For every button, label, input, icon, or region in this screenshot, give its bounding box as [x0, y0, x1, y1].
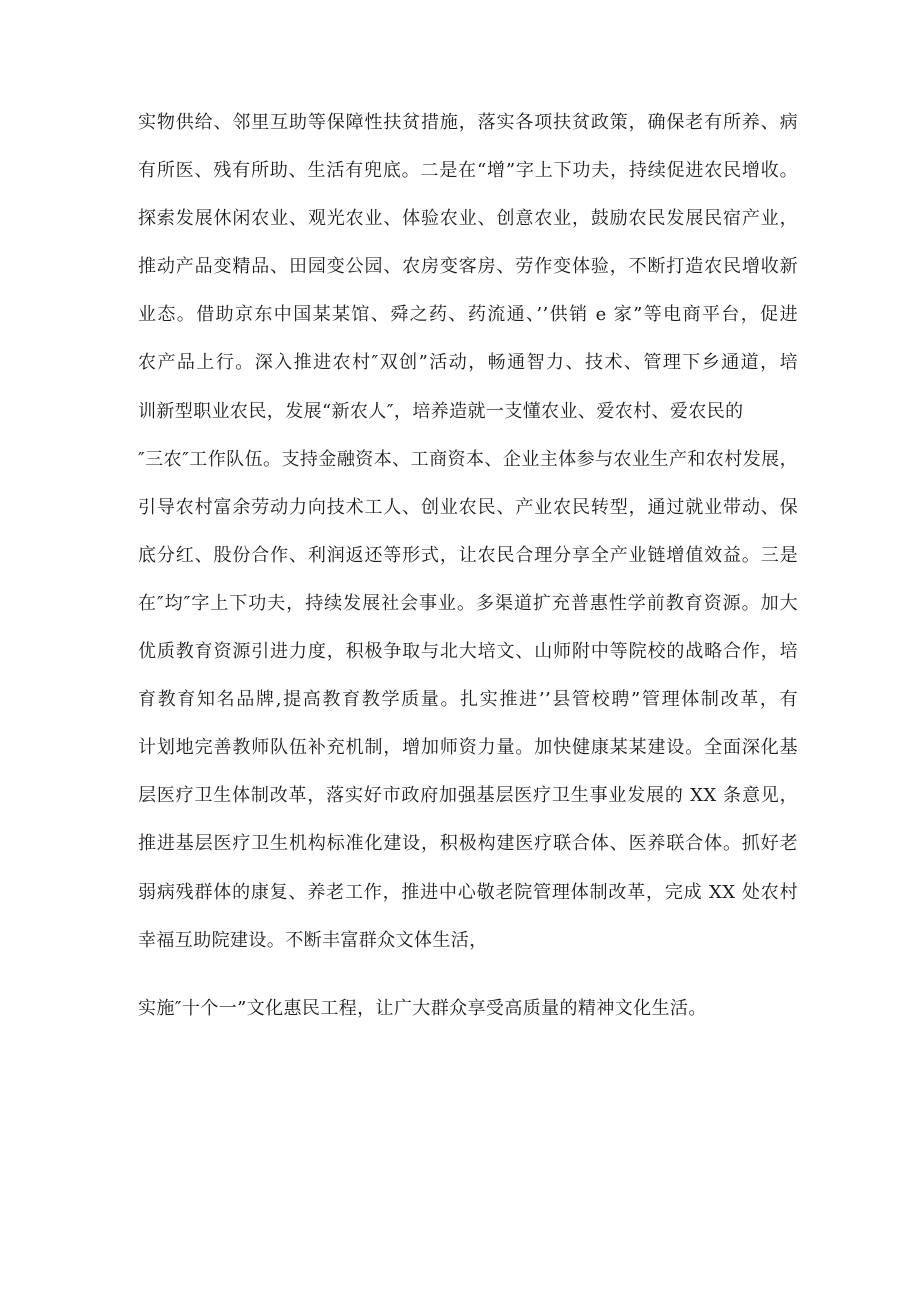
text-line: 优质教育资源引进力度，积极争取与北大培文、山师附中等院校的战略合作，培: [138, 641, 798, 663]
text-line: 探索发展休闲农业、观光农业、体验农业、创意农业，鼓励农民发展民宿产业，: [138, 208, 798, 230]
text-line: 有所医、残有所助、生活有兜底。二是在“增”字上下功夫，持续促进农民增收。: [138, 160, 798, 182]
text-line: 引导农村富余劳动力向技术工人、创业农民、产业农民转型，通过就业带动、保: [138, 496, 798, 518]
closing-paragraph: [138, 998, 798, 1020]
text-line: 弱病残群体的康复、养老工作，推进中心敬老院管理体制改革，完成 XX 处农村: [138, 881, 798, 903]
text-line: 育教育知名品牌,提高教育教学质量。扎实推进’’县管校聘”管理体制改革，有: [138, 689, 798, 711]
text-line: 实施″十个一”文化惠民工程，让广大群众享受高质量的精神文化生活。: [138, 998, 707, 1019]
text-line: 推动产品变精品、田园变公园、农房变客房、劳作变体验，不断打造农民增收新: [138, 256, 798, 278]
text-line: 在″均″字上下功夫，持续发展社会事业。多渠道扩充普惠性学前教育资源。加大: [138, 592, 798, 614]
text-line: 实物供给、邻里互助等保障性扶贫措施，落实各项扶贫政策，确保老有所养、病: [138, 112, 798, 133]
body-paragraph: [138, 112, 798, 978]
text-line: ″三农″工作队伍。支持金融资本、工商资本、企业主体参与农业生产和农村发展，: [138, 448, 798, 470]
text-line: 底分红、股份合作、利润返还等形式，让农民合理分享全产业链增值效益。三是: [138, 544, 798, 566]
text-line: 农产品上行。深入推进农村″双创”活动，畅通智力、技术、管理下乡通道，培: [138, 352, 798, 374]
text-line: 幸福互助院建设。不断丰富群众文体生活，: [138, 929, 488, 951]
text-line: 推进基层医疗卫生机构标准化建设，积极构建医疗联合体、医养联合体。抓好老: [138, 833, 798, 855]
text-line: 计划地完善教师队伍补充机制，增加师资力量。加快健康某某建设。全面深化基: [138, 737, 798, 759]
text-line: 层医疗卫生体制改革，落实好市政府加强基层医疗卫生事业发展的 XX 条意见，: [138, 785, 798, 807]
text-line: 业态。借助京东中国某某馆、舜之药、药流通、’’供销 e 家”等电商平台，促进: [138, 304, 798, 326]
text-line: 训新型职业农民，发展“新农人″，培养造就一支懂农业、爱农村、爱农民的: [138, 400, 744, 422]
